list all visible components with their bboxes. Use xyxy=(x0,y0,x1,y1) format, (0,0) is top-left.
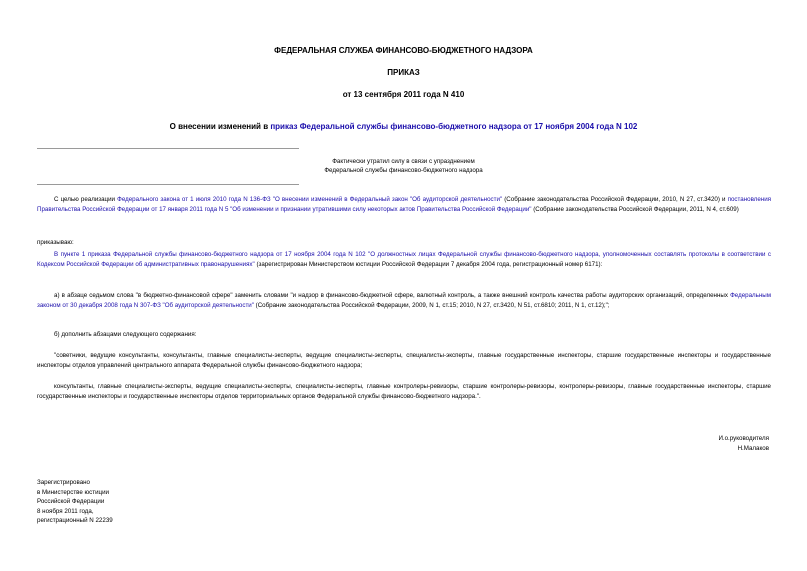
resolution-5-link[interactable]: постановления Правительства Российской Федерации от 17 января 2011 года N 5 "Об изменении и признании утратившими силу некоторых актов Правительства Российской Федерации" xyxy=(37,196,771,213)
agency-heading: ФЕДЕРАЛЬНАЯ СЛУЖБА ФИНАНСОВО-БЮДЖЕТНОГО НАДЗОРА xyxy=(274,46,533,55)
subitem-b-paragraph: б) дополнить абзацами следующего содержания: xyxy=(54,331,197,338)
status-note-line2: Федеральной службы финансово-бюджетного надзора xyxy=(324,167,483,174)
quote-paragraph-2: консультанты, главные специалисты-эксперты, ведущие специалисты-эксперты, специалисты-эксперты, главные контролеры-ревизоры, старшие контролеры-ревизоры, контролеры-ревизоры, главные государственные инспекторы, старшие государственные инспекторы и государственные инспекторы отделов территориальных органов Федеральной службы финансово-бюджетного надзора.". xyxy=(37,383,771,400)
divider-top xyxy=(37,148,299,149)
registration-block xyxy=(37,478,113,526)
order-102-link[interactable]: В пункте 1 приказа Федеральной службы финансово-бюджетного надзора от 17 ноября 2004 года N 102 "О должностных лицах Федеральной службы финансово-бюджетного надзора, уполномоченных составлять протоколы в соответствии с Кодексом Российской Федерации об административных правонарушениях" xyxy=(37,251,771,268)
subitem-a-paragraph xyxy=(37,291,771,311)
registration-line-5: регистрационный N 22239 xyxy=(37,517,113,524)
title-link[interactable]: приказ Федеральной службы финансово-бюджетного надзора от 17 ноября 2004 года N 102 xyxy=(270,122,638,131)
signatory-position: И.о.руководителя xyxy=(718,435,769,442)
order-word: приказываю: xyxy=(37,239,74,246)
preamble-text-b: (Собрание законодательства Российской Федерации, 2010, N 27, ст.3420) и xyxy=(502,196,728,203)
signature-block xyxy=(718,434,769,454)
law-307-link[interactable]: Федеральным законом от 30 декабря 2008 года N 307-ФЗ "Об аудиторской деятельности" xyxy=(37,292,771,309)
status-note xyxy=(0,157,807,175)
doc-type-heading: ПРИКАЗ xyxy=(387,68,420,77)
preamble-text-a: С целью реализации xyxy=(54,196,118,203)
item-paragraph xyxy=(37,250,771,270)
title-prefix: О внесении изменений в xyxy=(169,122,271,131)
document-title xyxy=(0,122,807,131)
registration-line-3: Российской Федерации xyxy=(37,498,105,505)
preamble-paragraph xyxy=(37,195,771,215)
quote-paragraph-1: "советники, ведущие консультанты, консультанты, главные специалисты-эксперты, ведущие специалисты-эксперты, специалисты-эксперты, главные государственные инспекторы, старшие государственные инспекторы и государственные инспекторы отделов управлений центрального аппарата Федеральной службы финансово-бюджетного надзора; xyxy=(37,352,771,369)
subitem-a-text-a: а) в абзаце седьмом слова "в бюджетно-финансовой сфере" заменить словами "и надзор в финансово-бюджетной сфере, валютный контроль, а также внешний контроль качества работы аудиторских организаций, определенных xyxy=(54,292,731,299)
divider-bottom xyxy=(37,184,299,185)
law-136-link[interactable]: Федерального закона от 1 июля 2010 года N 136-ФЗ "О внесении изменений в Федеральный закон "Об аудиторской деятельности" xyxy=(117,196,503,203)
signatory-name: Н.Малаков xyxy=(737,445,769,452)
status-note-line1: Фактически утратил силу в связи с упразднением xyxy=(332,158,475,165)
date-number-heading: от 13 сентября 2011 года N 410 xyxy=(342,90,465,99)
preamble-text-c: (Собрание законодательства Российской Федерации, 2011, N 4, ст.609) xyxy=(531,206,739,213)
registration-line-2: в Министерстве юстиции xyxy=(37,488,110,496)
registration-line-4: 8 ноября 2011 года, xyxy=(37,507,94,515)
registration-line-1: Зарегистрировано xyxy=(37,479,90,486)
item-text: (зарегистрирован Министерством юстиции Российской Федерации 7 декабря 2004 года, регистрационный номер 6171): xyxy=(254,261,603,268)
subitem-a-text-b: (Собрание законодательства Российской Федерации, 2009, N 1, ст.15; 2010, N 27, ст.3420, N 51, ст.6810; 2011, N 1, ст.12);"; xyxy=(253,302,610,309)
